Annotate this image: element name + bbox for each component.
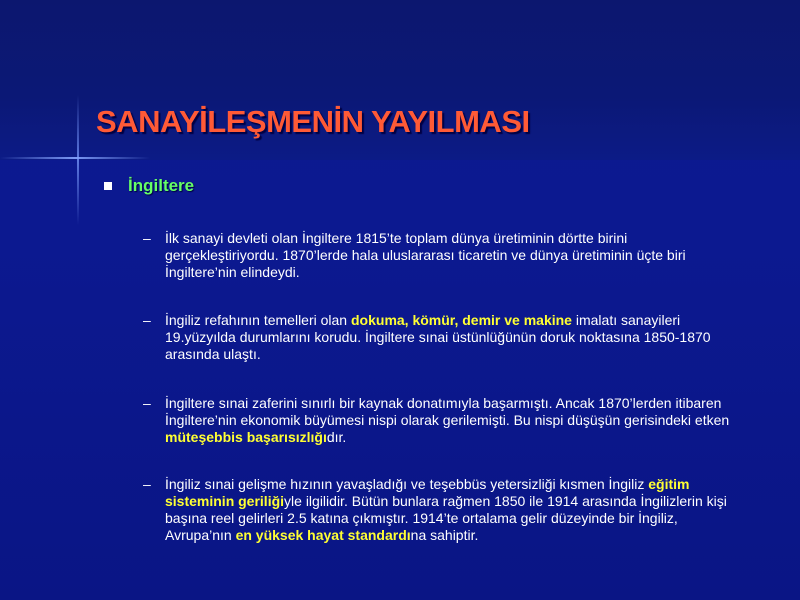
- text-run: İngiltere sınai zaferini sınırlı bir kaynak donatımıyla başarmıştı. Ancak 1870’lerden itibaren İngiltere’nin ekonomik büyümesi nispi olarak gerilemişti. Bu nispi düşüşün gerisindeki etken: [165, 395, 730, 428]
- square-bullet-icon: [104, 182, 112, 190]
- highlight-text: en yüksek hayat standardı: [235, 527, 411, 543]
- dash-bullet: –: [143, 312, 151, 328]
- decorative-horizontal-line: [0, 157, 150, 159]
- paragraph-text: [165, 312, 743, 363]
- sub-bullet-2: [143, 312, 743, 363]
- text-run: yle ilgilidir. Bütün bunlara rağmen 1850 ile 1914 arasında İngilizlerin kişi başına reel gelirleri 2.5 katına çıkmıştır. 1914’te ortalama gelir düzeyinde bir İngiliz, Avrupa’nın: [165, 493, 727, 543]
- text-run: İlk sanayi devleti olan İngiltere 1815’te toplam dünya üretiminin dörtte birini gerçekleştiriyordu. 1870’lerde hala uluslararası ticaretin ve dünya üretiminin üçte biri İngiltere’nin elindeydi.: [165, 230, 686, 280]
- sub-bullet-1: [143, 230, 743, 281]
- dash-bullet: –: [143, 395, 151, 411]
- sub-bullet-4: [143, 476, 743, 544]
- highlight-text: eğitim sisteminin geriliği: [165, 476, 690, 509]
- text-run: İngiliz sınai gelişme hızının yavaşladığı ve teşebbüs yetersizliği kısmen İngiliz: [165, 476, 649, 492]
- paragraph-text: [165, 230, 743, 281]
- text-run: İngiliz refahının temelleri olan: [165, 312, 351, 328]
- main-bullet: [104, 176, 194, 196]
- text-run: na sahiptir.: [410, 527, 479, 543]
- paragraph-text: [165, 476, 743, 544]
- highlight-text: dokuma, kömür, demir ve makine: [351, 312, 572, 328]
- paragraph-text: [165, 395, 743, 446]
- text-run: imalatı sanayileri 19.yüzyılda durumlarını korudu. İngiltere sınai üstünlüğünün doruk noktasına 1850-1870 arasında ulaştı.: [165, 312, 711, 362]
- bullet-heading: İngiltere: [128, 176, 195, 195]
- decorative-vertical-line: [77, 95, 79, 225]
- highlight-text: müteşebbis başarısızlığı: [165, 429, 327, 445]
- text-run: dır.: [326, 429, 347, 445]
- dash-bullet: –: [143, 476, 151, 492]
- slide-title: SANAYİLEŞMENİN YAYILMASI: [96, 104, 530, 139]
- sub-bullet-3: [143, 395, 743, 446]
- dash-bullet: –: [143, 230, 151, 246]
